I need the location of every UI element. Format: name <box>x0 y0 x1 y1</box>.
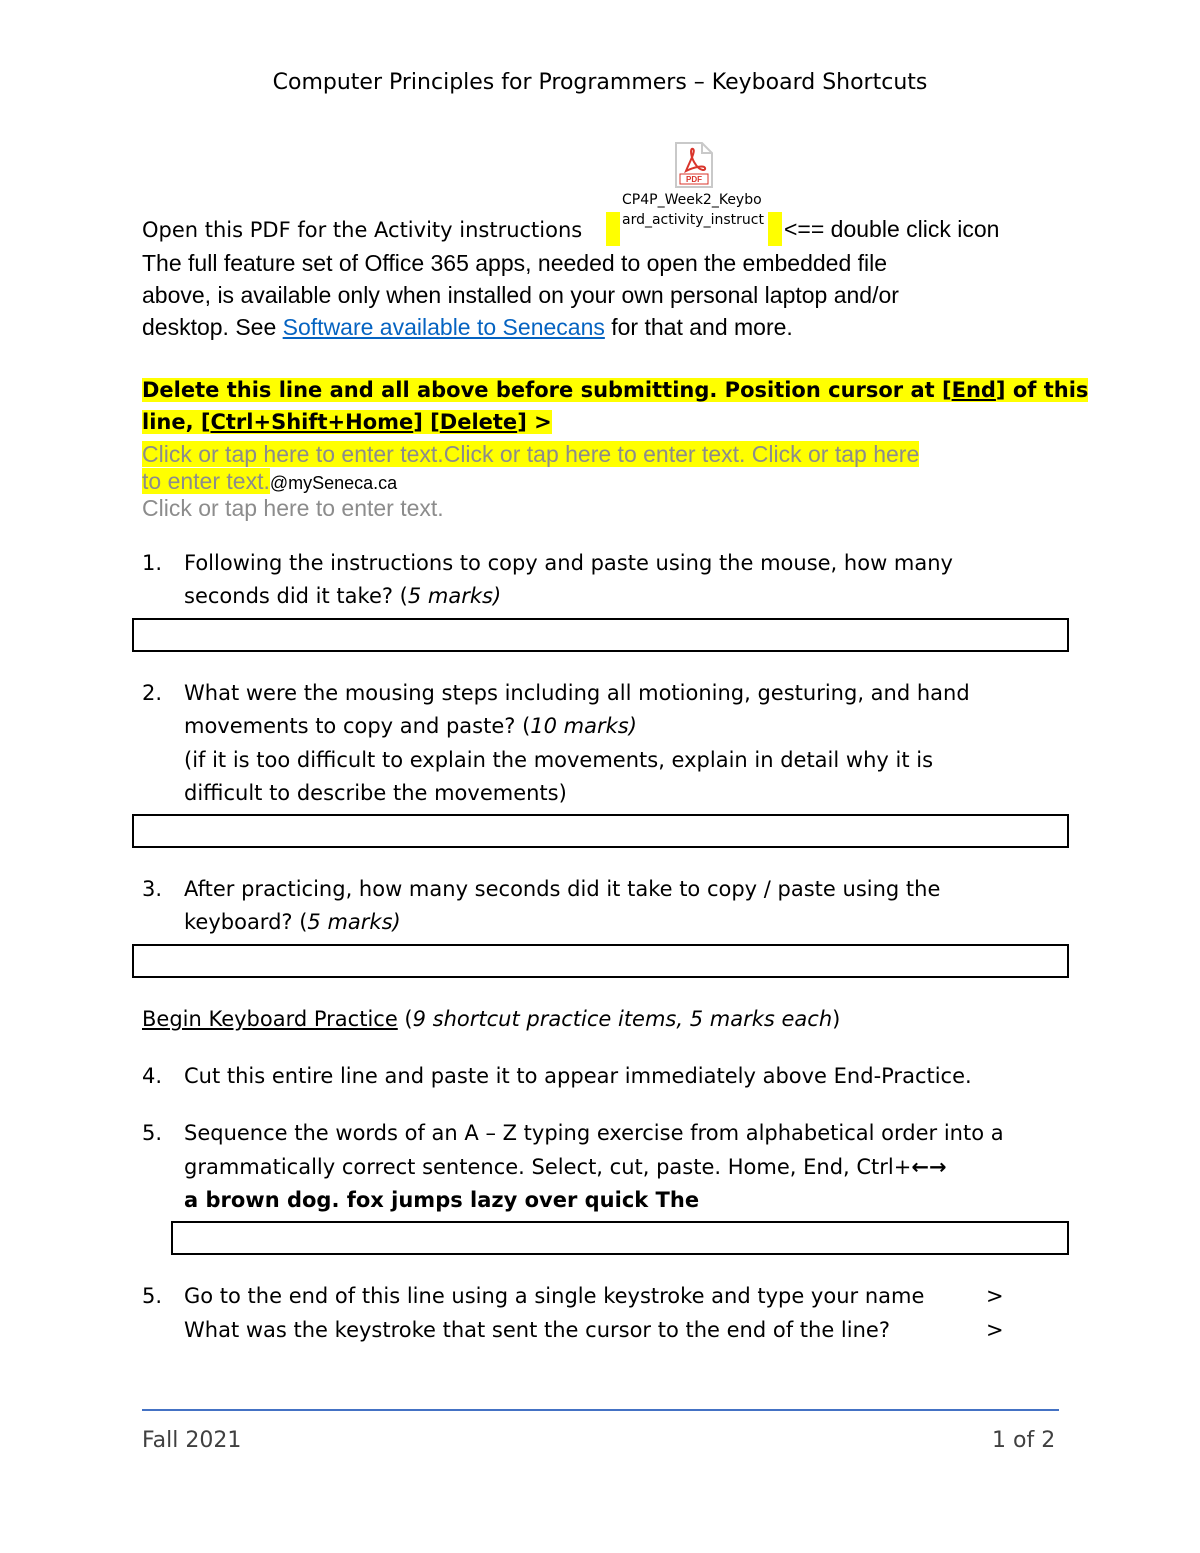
placeholder-field-3a[interactable]: Click or tap here <box>751 441 920 467</box>
page-header: Computer Principles for Programmers – Keyboard Shortcuts <box>272 70 928 95</box>
question-2-line1: 2. What were the mousing steps including all motioning, gesturing, and hand <box>142 681 970 705</box>
arrow-keys-icon: ←→ <box>911 1155 947 1179</box>
answer-box-5[interactable] <box>171 1221 1069 1255</box>
question-2-line3: (if it is too difficult to explain the movements, explain in detail why it is <box>184 748 934 772</box>
question-3-line2: keyboard? (5 marks) <box>184 910 401 934</box>
placeholder-field-3b[interactable]: to enter text. <box>142 468 270 494</box>
key-ctrl-shift-home: Ctrl+Shift+Home <box>210 410 414 434</box>
attachment-caption-line2: ard_activity_instruct <box>622 212 764 228</box>
open-pdf-text: Open this PDF for the Activity instructions <box>142 218 583 242</box>
question-3-line1: 3. After practicing, how many seconds did it take to copy / paste using the <box>142 877 941 901</box>
answer-box-2[interactable] <box>132 814 1069 848</box>
key-delete: Delete <box>439 410 518 434</box>
double-click-hint: <== double click icon <box>784 216 1000 242</box>
pdf-file-icon <box>674 141 714 189</box>
placeholder-row2 <box>142 468 397 495</box>
practice-item-5b-line1: 5. Go to the end of this line using a single keystroke and type your name <box>142 1284 925 1308</box>
footer-divider <box>142 1409 1059 1411</box>
attachment-caption-line1: CP4P_Week2_Keybo <box>622 192 762 208</box>
keystroke-entry-marker[interactable]: > <box>986 1318 1004 1342</box>
delete-note-line1: Delete this line and all above before submitting. Position cursor at [End] of this <box>142 378 1089 402</box>
placeholder-field-4[interactable]: Click or tap here to enter text. <box>142 495 444 521</box>
practice-item-4: 4. Cut this entire line and paste it to appear immediately above End-Practice. <box>142 1064 972 1088</box>
office-note-line1: The full feature set of Office 365 apps, needed to open the embedded file <box>142 250 888 276</box>
email-suffix: @mySeneca.ca <box>269 473 398 493</box>
practice-heading: Begin Keyboard Practice (9 shortcut practice items, 5 marks each) <box>142 1007 841 1031</box>
key-end: End <box>951 378 996 402</box>
answer-box-1[interactable] <box>132 618 1069 652</box>
question-1-line1: 1. Following the instructions to copy and paste using the mouse, how many <box>142 551 953 575</box>
delete-note-line2: line, [Ctrl+Shift+Home] [Delete] > <box>142 410 552 434</box>
practice-item-5b-line2: What was the keystroke that sent the cursor to the end of the line? <box>184 1318 890 1342</box>
footer-term: Fall 2021 <box>142 1428 242 1453</box>
question-2-line2: movements to copy and paste? (10 marks) <box>184 714 637 738</box>
answer-box-3[interactable] <box>132 944 1069 978</box>
highlight-bar-right <box>768 212 782 246</box>
name-entry-marker[interactable]: > <box>986 1284 1004 1308</box>
practice-item-5a-line1: 5. Sequence the words of an A – Z typing exercise from alphabetical order into a <box>142 1121 1004 1145</box>
footer-page-number: 1 of 2 <box>992 1428 1056 1453</box>
practice-item-5a-words: a brown dog. fox jumps lazy over quick The <box>184 1188 700 1212</box>
office-note-line3: desktop. See Software available to Senecans for that and more. <box>142 314 793 340</box>
office-note-line2: above, is available only when installed on your own personal laptop and/or <box>142 282 899 308</box>
practice-item-5a-line2: grammatically correct sentence. Select, cut, paste. Home, End, Ctrl+←→ <box>184 1155 947 1179</box>
question-2-line4: difficult to describe the movements) <box>184 781 567 805</box>
placeholder-field-2[interactable]: Click or tap here to enter text. <box>443 441 746 467</box>
software-link[interactable]: Software available to Senecans <box>282 314 605 340</box>
pdf-icon-label: PDF <box>686 175 702 184</box>
placeholder-field-1[interactable]: Click or tap here to enter text. <box>142 441 444 467</box>
pdf-attachment-icon[interactable] <box>674 141 714 189</box>
placeholder-row1 <box>142 441 919 468</box>
highlight-bar-left <box>606 212 620 246</box>
question-1-line2: seconds did it take? (5 marks) <box>184 584 502 608</box>
